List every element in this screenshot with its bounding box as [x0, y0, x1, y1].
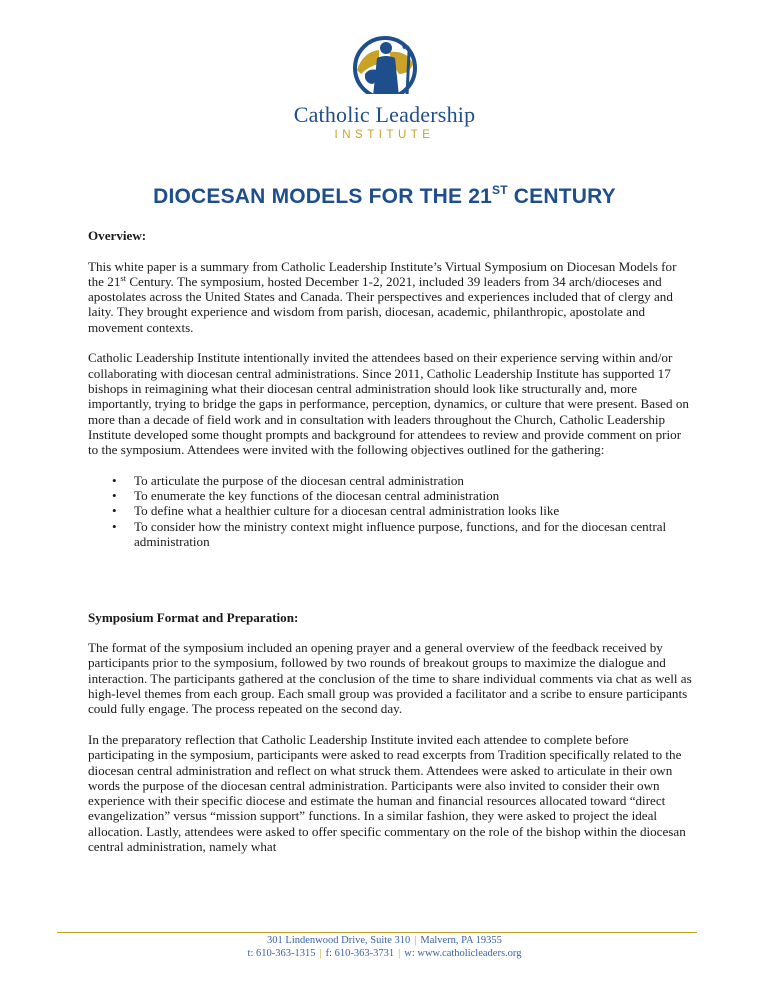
footer-separator: |: [414, 935, 417, 946]
footer-separator: |: [398, 948, 401, 959]
format-heading: Symposium Format and Preparation:: [88, 609, 299, 625]
overview-p1-part-a: This white paper is a summary from Catholic Leadership Institute’s Virtual Symposium on Diocesan Models for the 21: [88, 258, 677, 289]
footer-web[interactable]: w: www.catholicleaders.org: [404, 948, 522, 959]
bullet: •: [112, 488, 117, 504]
objective-text: To articulate the purpose of the diocesan central administration: [134, 472, 464, 488]
title-superscript: ST: [492, 183, 508, 197]
format-paragraph-2: In the preparatory reflection that Catholic Leadership Institute invited each attendee to complete before participating in the symposium, participants were asked to read excerpts from Tradition specifically related to the diocesan central administration and reflect on what struck them. Attendees were asked to articulate in their own words the purpose of the diocesan central administration. Participants were also invited to consider their own experience with their specific diocese and estimate the human and financial resources allocated toward “direct evangelization” versus “mission support” functions. In a similar fashion, they were asked to project the ideal allocation. Lastly, attendees were asked to offer specific commentary on the role of the bishop within the diocesan central administration, namely what: [88, 731, 686, 854]
logo: [0, 34, 769, 141]
bullet: •: [112, 503, 117, 519]
format-paragraph-1: The format of the symposium included an opening prayer and a general overview of the feedback received by participants prior to the symposium, followed by two rounds of breakout groups to maximize the dialogue and interaction. The participants gathered at the conclusion of the time to share individual comments via chat as well as high-level themes from each group. Each small group was provided a facilitator and a scribe to ensure participants could fully engage. The process repeated on the second day.: [88, 640, 692, 717]
overview-paragraph-2: Catholic Leadership Institute intentionally invited the attendees based on their experience serving within and/or collaborating with diocesan central administrations. Since 2011, Catholic Leadership Institute has supported 17 bishops in reimagining what their diocesan central administration should look like structurally and, more importantly, trying to bridge the gaps in performance, perception, dynamics, or culture that were present. Based on more than a decade of field work and in consultation with leaders throughout the Church, Catholic Leadership Institute developed some thought prompts and background for attendees to review and provide comment on prior to the symposium. Attendees were invited with the following objectives outlined for the gathering:: [88, 350, 689, 458]
document-body: [88, 228, 694, 870]
footer-fax: f: 610-363-3731: [325, 948, 395, 959]
footer-city: Malvern, PA 19355: [420, 935, 502, 946]
title-main: DIOCESAN MODELS FOR THE 21: [153, 185, 492, 208]
overview-p1-superscript: st: [120, 272, 127, 283]
footer: [0, 934, 769, 960]
footer-address: 301 Lindenwood Drive, Suite 310: [267, 935, 411, 946]
title-rest: CENTURY: [507, 185, 616, 208]
overview-heading: Overview:: [88, 228, 147, 243]
bullet: •: [112, 472, 117, 488]
footer-separator: |: [319, 948, 322, 959]
shepherd-with-sheep-logo-icon: [349, 34, 421, 100]
list-item: [88, 519, 694, 550]
document-title: [0, 183, 769, 209]
footer-divider: [57, 932, 697, 933]
objective-text: To define what a healthier culture for a diocesan central administration looks like: [134, 503, 560, 519]
objective-text: To enumerate the key functions of the diocesan central administration: [134, 488, 500, 504]
objective-text: To consider how the ministry context might influence purpose, functions, and for the diocesan central administration: [134, 518, 667, 549]
list-item: [88, 488, 694, 503]
list-item: [88, 473, 694, 488]
objectives-list: [88, 473, 694, 549]
list-item: [88, 503, 694, 518]
bullet: •: [112, 518, 117, 534]
overview-p1-part-b: Century. The symposium, hosted December 1-2, 2021, included 39 leaders from 34 arch/dioceses and apostolates across the United States and Canada. Their perspectives and experiences included that of clergy and laity. They brought experience and wisdom from parish, diocesan, academic, philanthropic, apostolate and movement contexts.: [88, 273, 673, 335]
footer-address-line: [0, 934, 769, 947]
logo-name: Catholic Leadership: [293, 102, 476, 127]
section-spacer: [88, 565, 694, 610]
logo-subtitle: INSTITUTE: [334, 129, 435, 141]
footer-phone: t: 610-363-1315: [247, 948, 316, 959]
footer-contact-line: [0, 947, 769, 960]
overview-paragraph-1: [88, 259, 694, 335]
